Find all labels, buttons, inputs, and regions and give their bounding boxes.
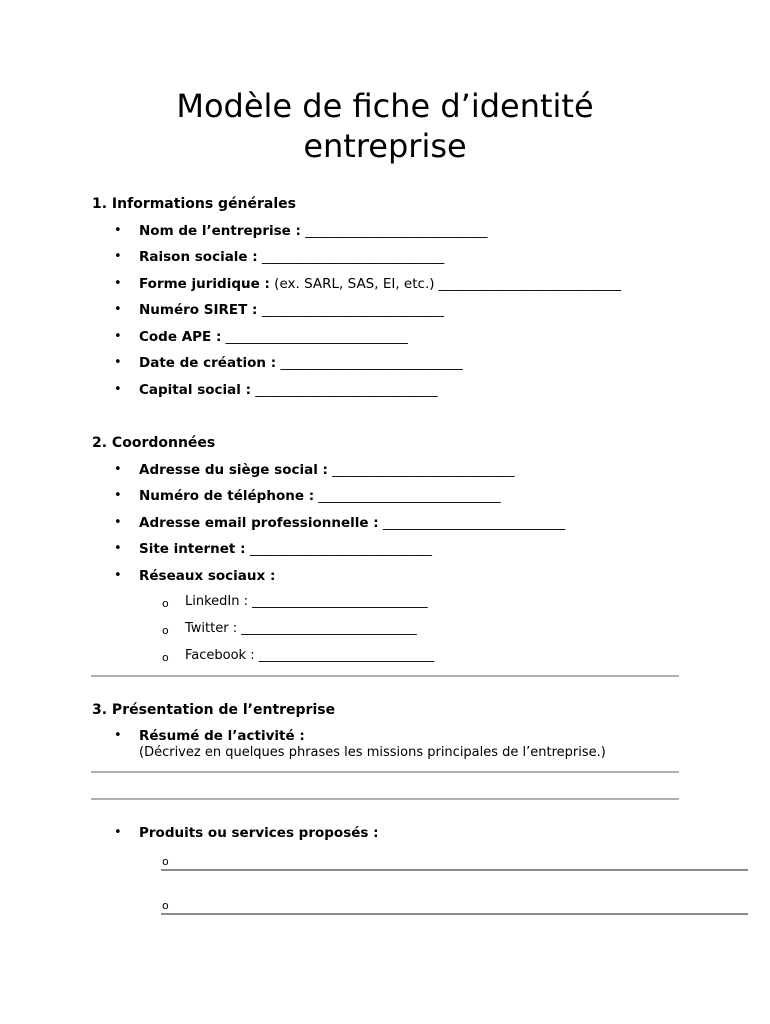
fill-in-blank[interactable]: ___________________________ (255, 382, 438, 398)
field-label: LinkedIn : (185, 594, 248, 609)
section-heading-general-info: 1. Informations générales (92, 196, 296, 212)
field-label: Date de création : (139, 355, 277, 371)
bullet-icon: • (114, 329, 122, 344)
bullet-icon: • (114, 462, 122, 477)
field-ape-code (139, 329, 408, 345)
field-share-capital (139, 382, 438, 398)
write-in-line[interactable] (161, 913, 748, 915)
fill-in-blank[interactable]: ___________________________ (280, 355, 463, 371)
field-label: Twitter : (185, 621, 238, 636)
field-label: Site internet : (139, 541, 246, 557)
sub-bullet-icon: o (162, 651, 169, 664)
bullet-icon: • (114, 728, 122, 743)
field-legal-name (139, 249, 444, 265)
bullet-icon: • (114, 382, 122, 397)
section-heading-presentation: 3. Présentation de l’entreprise (92, 702, 336, 718)
bullet-icon: • (114, 302, 122, 317)
sub-bullet-icon: o (162, 624, 169, 637)
bullet-icon: • (114, 223, 122, 238)
field-social-networks (139, 568, 275, 584)
activity-summary-hint: (Décrivez en quelques phrases les missions principales de l’entreprise.) (139, 745, 606, 760)
fill-in-blank[interactable]: ___________________________ (225, 329, 408, 345)
field-creation-date (139, 355, 463, 371)
bullet-icon: • (114, 276, 122, 291)
bullet-icon: • (114, 488, 122, 503)
field-twitter (185, 621, 417, 636)
field-label: Adresse email professionnelle : (139, 515, 379, 531)
fill-in-blank[interactable]: ___________________________ (249, 541, 433, 557)
field-label: Numéro SIRET : (139, 302, 258, 318)
fill-in-blank[interactable]: ___________________________ (252, 594, 428, 609)
fill-in-blank[interactable]: ___________________________ (318, 488, 501, 504)
page-title-line-1: Modèle de fiche d’identité (176, 87, 594, 125)
fill-in-blank[interactable]: ___________________________ (305, 223, 488, 239)
field-label: Réseaux sociaux : (139, 568, 276, 584)
bullet-icon: • (114, 355, 122, 370)
write-in-line[interactable] (91, 798, 679, 800)
field-label: Produits ou services proposés : (139, 825, 379, 841)
field-label: Nom de l’entreprise : (139, 223, 301, 239)
sub-bullet-icon: o (162, 899, 169, 912)
write-in-line[interactable] (161, 869, 748, 871)
field-facebook (185, 648, 434, 663)
sub-bullet-icon: o (162, 597, 169, 610)
field-label: Capital social : (139, 382, 251, 398)
field-linkedin (185, 594, 428, 609)
field-activity-summary (139, 728, 305, 744)
field-siret (139, 302, 444, 318)
field-phone-number (139, 488, 501, 504)
bullet-icon: • (114, 515, 122, 530)
field-label: Numéro de téléphone : (139, 488, 315, 504)
field-company-name (139, 223, 487, 239)
write-in-line[interactable] (91, 771, 679, 773)
fill-in-blank[interactable]: ___________________________ (258, 648, 435, 663)
field-label: Forme juridique : (139, 276, 270, 292)
section-divider (91, 675, 679, 677)
field-label: Adresse du siège social : (139, 462, 328, 478)
field-professional-email (139, 515, 565, 531)
field-label: Facebook : (185, 648, 255, 663)
section-heading-contact: 2. Coordonnées (92, 435, 216, 451)
sub-bullet-icon: o (162, 855, 169, 868)
field-website (139, 541, 432, 557)
field-label: Code APE : (139, 329, 222, 345)
fill-in-blank[interactable]: ___________________________ (382, 515, 566, 531)
field-note: (ex. SARL, SAS, EI, etc.) (274, 276, 435, 292)
field-head-office-address (139, 462, 515, 478)
fill-in-blank[interactable]: ___________________________ (241, 621, 417, 636)
field-legal-form (139, 276, 621, 292)
bullet-icon: • (114, 825, 122, 840)
fill-in-blank[interactable]: ___________________________ (261, 249, 445, 265)
fill-in-blank[interactable]: ___________________________ (261, 302, 444, 318)
field-label: Résumé de l’activité : (139, 728, 305, 744)
page-title-line-2: entreprise (303, 127, 467, 165)
field-products-services (139, 825, 379, 841)
fill-in-blank[interactable]: ___________________________ (332, 462, 515, 478)
fill-in-blank[interactable]: ___________________________ (438, 276, 622, 292)
bullet-icon: • (114, 541, 122, 556)
field-label: Raison sociale : (139, 249, 258, 265)
page-title (0, 86, 770, 166)
bullet-icon: • (114, 568, 122, 583)
bullet-icon: • (114, 249, 122, 264)
